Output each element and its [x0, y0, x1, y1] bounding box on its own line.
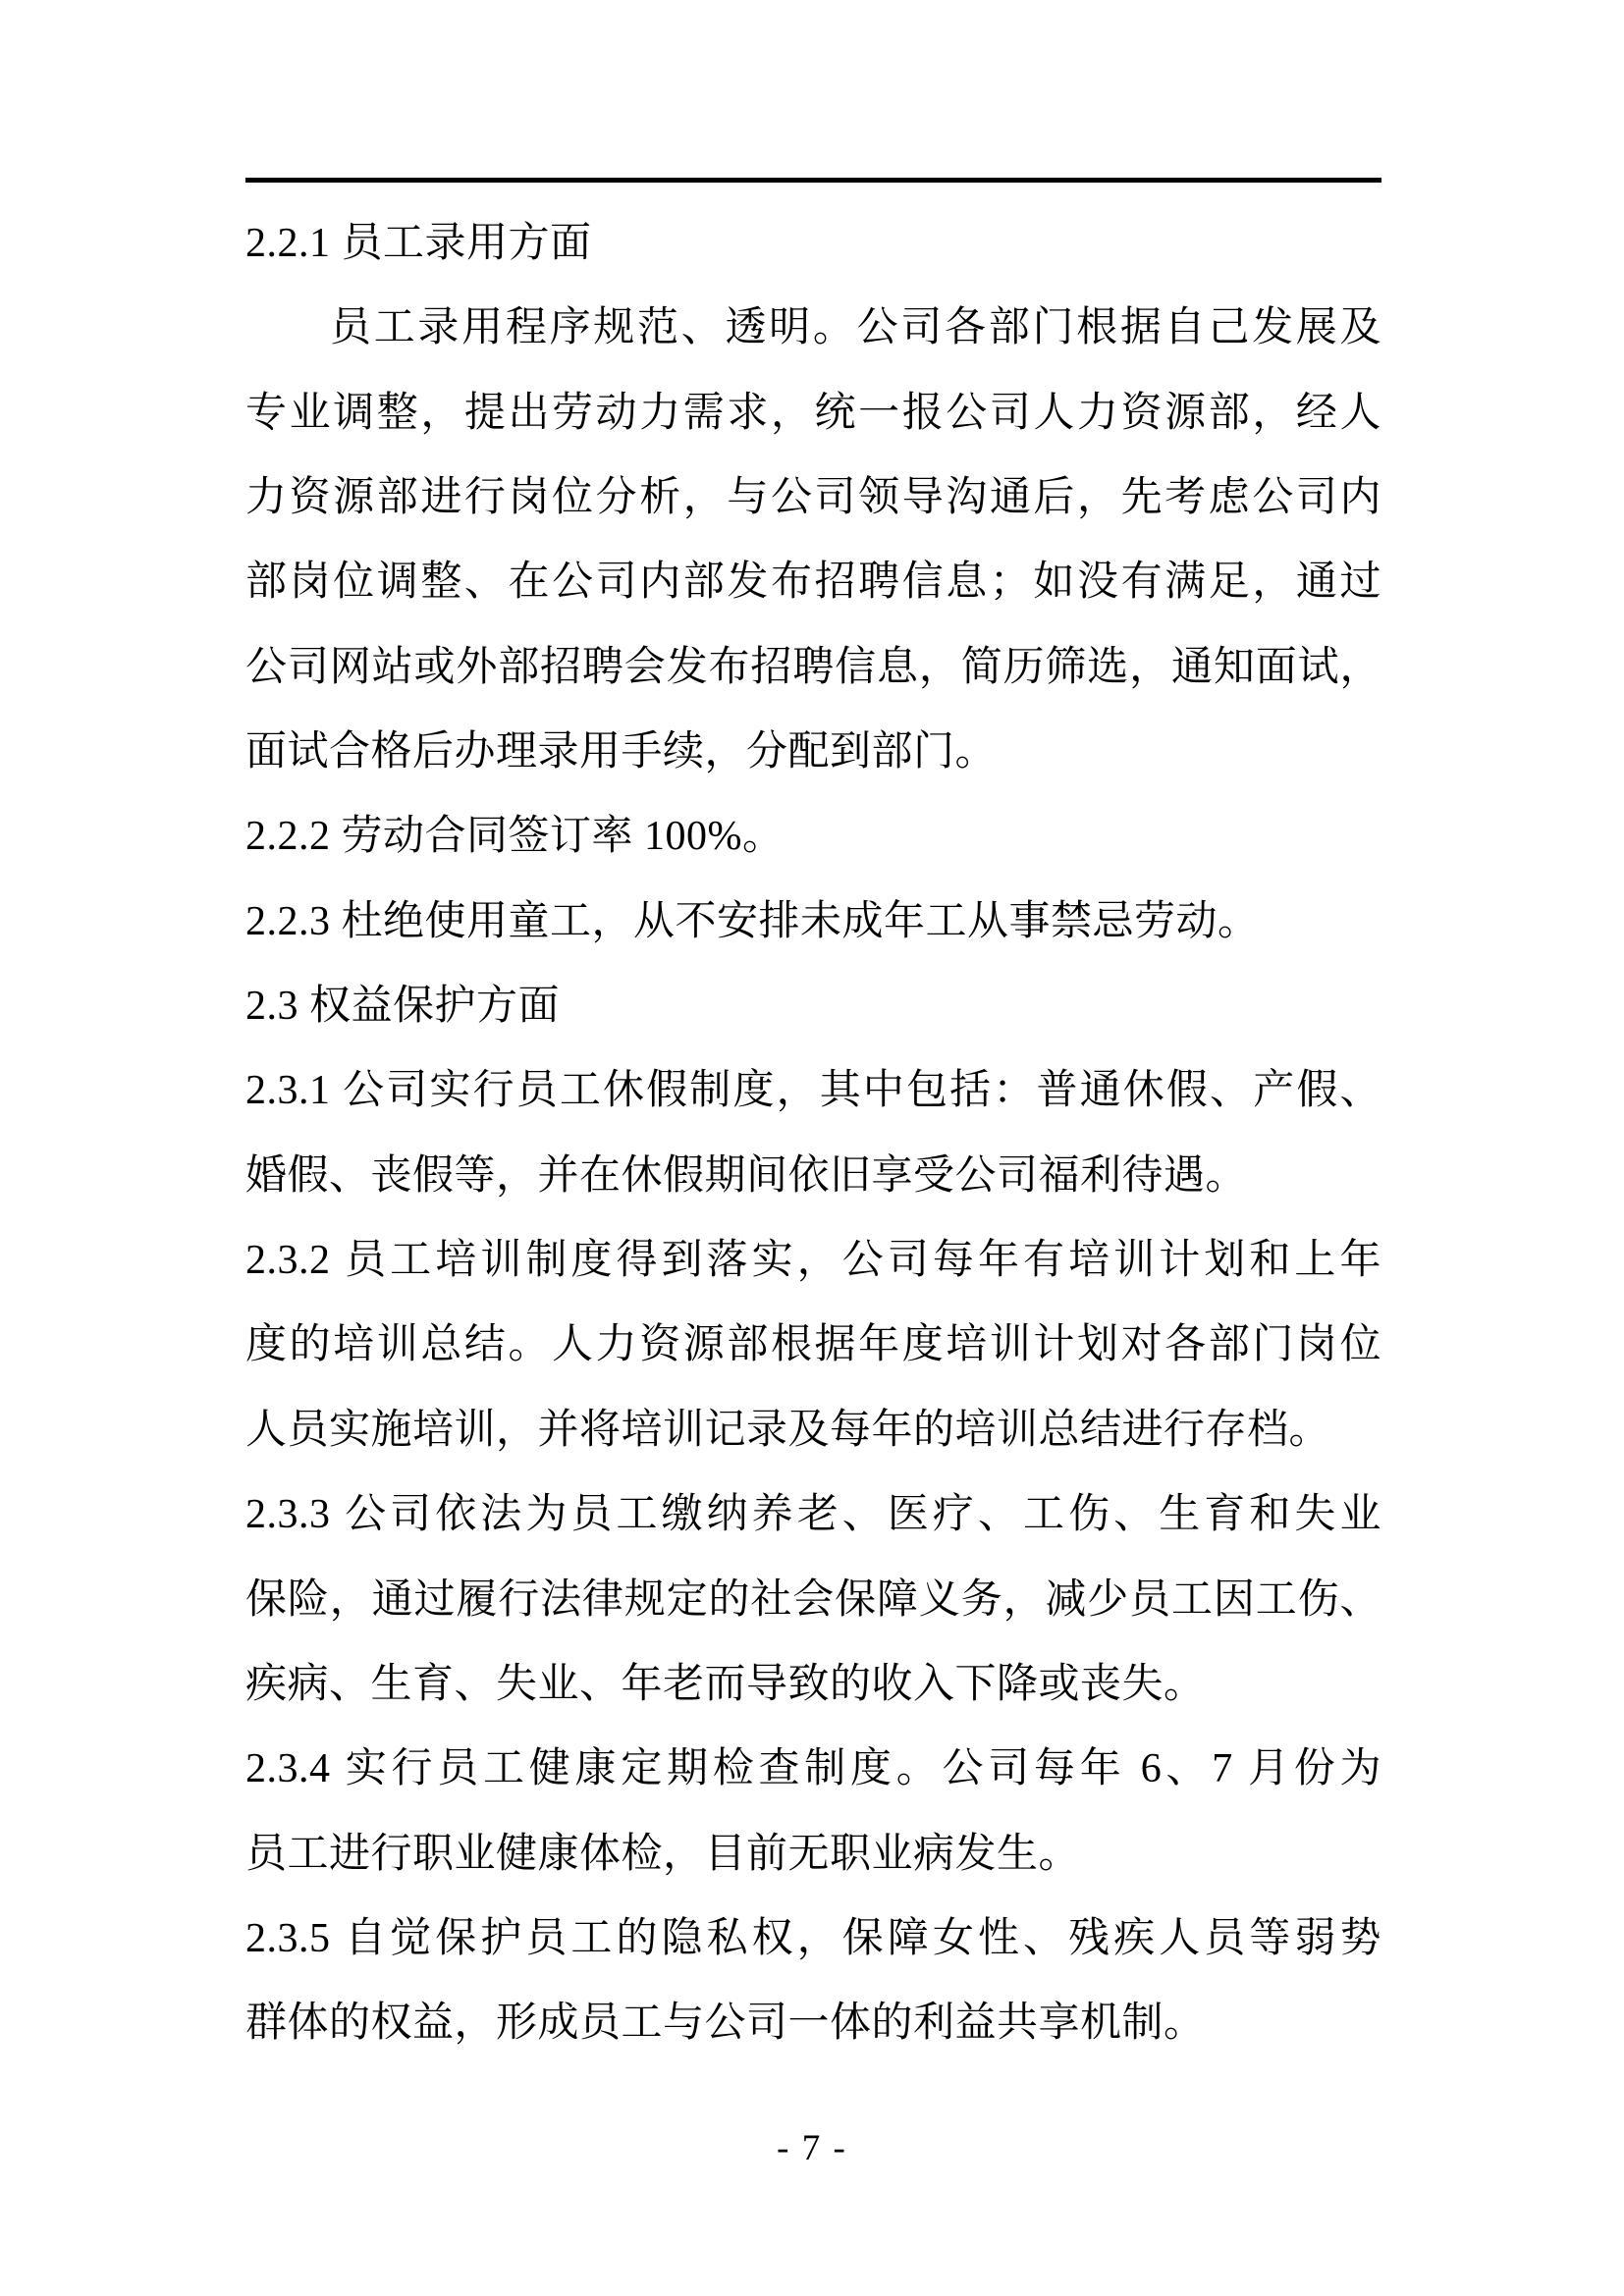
text-line: 公司网站或外部招聘会发布招聘信息，简历筛选，通知面试， — [245, 644, 1381, 690]
text-line: 2.3.1 公司实行员工休假制度，其中包括：普通休假、产假、 — [245, 1068, 1381, 1114]
text-line: 专业调整，提出劳动力需求，统一报公司人力资源部，经人 — [245, 390, 1381, 436]
header-rule — [245, 178, 1381, 183]
text-line: 群体的权益，形成员工与公司一体的利益共享机制。 — [245, 2001, 1206, 2047]
text-line: 2.2.2 劳动合同签订率 100%。 — [245, 814, 785, 860]
text-line: 员工录用程序规范、透明。公司各部门根据自己发展及 — [330, 305, 1381, 351]
text-line: 员工进行职业健康体检，目前无职业病发生。 — [245, 1831, 1081, 1877]
document-body — [245, 201, 1381, 2066]
text-line: 2.2.1 员工录用方面 — [245, 221, 592, 266]
text-line: 2.3.5 自觉保护员工的隐私权，保障女性、残疾人员等弱势 — [245, 1915, 1381, 1961]
text-line: 保险，通过履行法律规定的社会保障义务，减少员工因工伤、 — [245, 1576, 1381, 1623]
text-line: 2.3 权益保护方面 — [245, 984, 561, 1030]
text-line: 面试合格后办理录用手续，分配到部门。 — [245, 729, 998, 775]
page-number: - 7 - — [777, 2128, 847, 2168]
text-line: 部岗位调整、在公司内部发布招聘信息；如没有满足，通过 — [245, 560, 1381, 606]
text-line: 疾病、生育、失业、年老而导致的收入下降或丧失。 — [245, 1661, 1206, 1707]
text-line: 力资源部进行岗位分析，与公司领导沟通后，先考虑公司内 — [245, 475, 1381, 521]
text-line: 婚假、丧假等，并在休假期间依旧享受公司福利待遇。 — [245, 1152, 1248, 1199]
text-line: 2.2.3 杜绝使用童工，从不安排未成年工从事禁忌劳动。 — [245, 898, 1260, 944]
text-line: 2.3.3 公司依法为员工缴纳养老、医疗、工伤、生育和失业 — [245, 1492, 1381, 1538]
text-line: 2.3.2 员工培训制度得到落实，公司每年有培训计划和上年 — [245, 1238, 1381, 1284]
text-line: 度的培训总结。人力资源部根据年度培训计划对各部门岗位 — [245, 1322, 1381, 1368]
text-line: 2.3.4 实行员工健康定期检查制度。公司每年 6、7 月份为 — [245, 1746, 1381, 1792]
text-line: 人员实施培训，并将培训记录及每年的培训总结进行存档。 — [245, 1407, 1331, 1453]
